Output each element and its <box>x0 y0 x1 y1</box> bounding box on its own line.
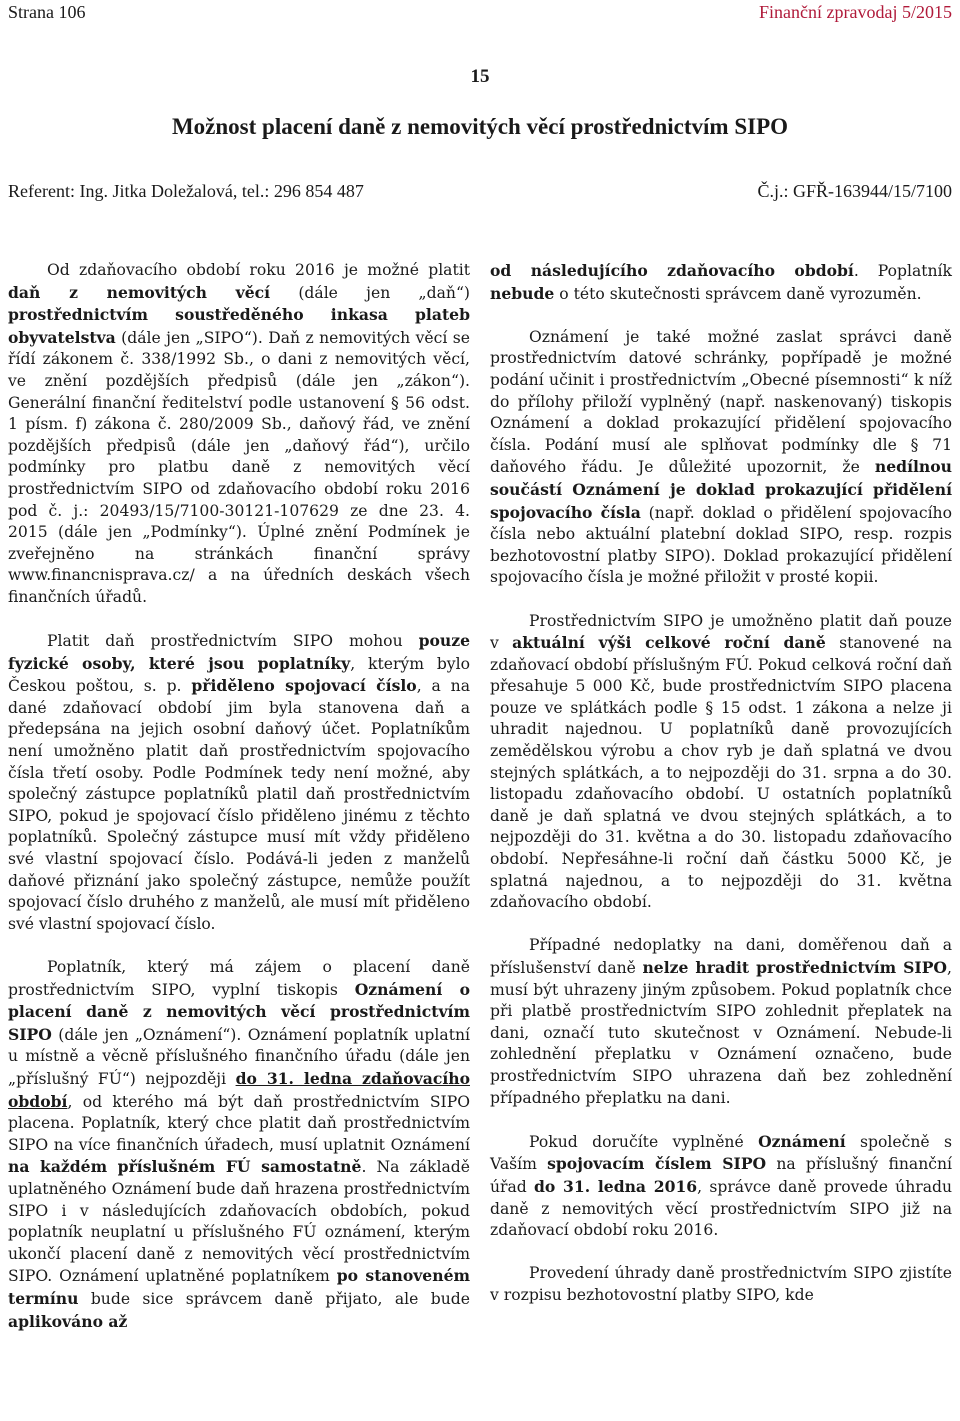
paragraph: Provedení úhrady daně prostřednictvím SIPO zjistíte v rozpisu bezhotovostní platby SIPO, kde <box>490 1264 952 1304</box>
reference-number: Č.j.: GFŘ-163944/15/7100 <box>757 181 952 201</box>
right-column <box>490 260 952 1328</box>
paragraph: Případné nedoplatky na dani, doměřenou daň a příslušenství daně nelze hradit prostřednictvím SIPO, musí být uhrazeny jiným způsobem. Pokud poplatník chce při platbě prostřednictvím SIPO zohlednit přeplatek na dani, označí tuto skutečnost v Oznámení. Nebude-li zohlednění přeplatku v Oznámení označeno, bude prostřednictvím SIPO uhrazena daň bez zohlednění případného přeplatku na dani. <box>490 936 952 1107</box>
journal-title: Finanční zpravodaj 5/2015 <box>759 2 952 22</box>
referent: Referent: Ing. Jitka Doležalová, tel.: 296 854 487 <box>8 181 364 201</box>
page-number: Strana 106 <box>8 2 86 22</box>
paragraph: od následujícího zdaňovacího období. Poplatník nebude o této skutečnosti správcem daně vyrozuměn. <box>490 261 952 303</box>
paragraph: Pokud doručíte vyplněné Oznámení společně s Vaším spojovacím číslem SIPO na příslušný finanční úřad do 31. ledna 2016, správce daně provede úhradu daně z nemovitých věcí prostřednictvím SIPO již na zdaňovací období roku 2016. <box>490 1131 953 1240</box>
reference-line <box>8 181 952 205</box>
article-title: Možnost placení daně z nemovitých věcí prostřednictvím SIPO <box>171 114 789 139</box>
paragraph: Prostřednictvím SIPO je umožněno platit daň pouze v aktuální výši celkové roční daně stanovené na zdaňovací období příslušným FÚ. Pokud celková roční daň přesahuje 5 000 Kč, bude prostřednictvím SIPO placena pouze ve splátkách podle § 15 odst. 1 zákona a nelze ji uhradit najednou. U poplatníků daně provozujících zemědělskou výrobu a chov ryb je daň splatná ve dvou stejných splátkách, a to nejpozději do 31. srpna a do 30. listopadu zdaňovacího období. U ostatních poplatníků daně je daň splatná ve dvou stejných splátkách, a to nejpozději do 31. května a do 30. listopadu zdaňovacího období. Nepřesáhne-li roční daň částku 5000 Kč, je splatná najednou, a to nejpozději do 31. května zdaňovacího období. <box>490 611 952 912</box>
paragraph: Platit daň prostřednictvím SIPO mohou pouze fyzické osoby, které jsou poplatníky, kterým bylo Českou poštou, s. p. přiděleno spojovací číslo, a na dané zdaňovací období jim byla stanovena daň a předepsána na jejich osobní daňový účet. Poplatníkům není umožněno platit daň prostřednictvím spojovacího čísla třetí osoby. Podle Podmínek tedy není možné, aby společný zástupce poplatníků platil daň prostřednictvím SIPO, pokud je spojovací číslo přiděleno jinému z těchto poplatníků. Společný zástupce musí mít vždy přiděleno své vlastní spojovací číslo. Podává-li jeden z manželů daňové přiznání jako společný zástupce, nemůže použít spojovací číslo druhého z manželů, ale musí mít přiděleno své vlastní spojovací číslo. <box>8 631 470 933</box>
paragraph: Oznámení je také možné zaslat správci daně prostřednictvím datové schránky, popřípadě je možné podání učinit i prostřednictvím „Obecné písemnosti“ k níž do přílohy přiloží vyplněný (např. naskenovaný) tiskopis Oznámení a doklad prokazující přidělení spojovacího čísla. Podání musí ale splňovat podmínky dle § 71 daňového řádu. Je důležité upozornit, že nedílnou součástí Oznámení je doklad prokazující přidělení spojovacího čísla (např. doklad o přidělení spojovacího čísla nebo aktuální platební doklad SIPO, resp. rozpis bezhotovostní platby SIPO). Doklad prokazující přidělení spojovacího čísla je možné přiložit v prosté kopii. <box>490 327 952 587</box>
page-header <box>8 2 952 24</box>
article-number: 15 <box>470 66 490 87</box>
left-column <box>8 260 470 1355</box>
paragraph: Od zdaňovacího období roku 2016 je možné platit daň z nemovitých věcí (dále jen „daň“) prostřednictvím soustředěného inkasa plateb obyvatelstva (dále jen „SIPO“). Daň z nemovitých věcí se řídí zákonem č. 338/1992 Sb., o dani z nemovitých věcí, ve znění pozdějších předpisů (dále jen „zákon“). Generální finanční ředitelství podle ustanovení § 56 odst. 1 písm. f) zákona č. 280/2009 Sb., daňový řád, ve znění pozdějších předpisů (dále jen „daňový řád“), určilo podmínky pro platbu daně z nemovitých věcí prostřednictvím SIPO od zdaňovacího období roku 2016 pod č. j.: 20493/15/7100-30121-107629 ze dne 23. 4. 2015 (dále jen „Podmínky“). Úplné znění Podmínek je zveřejněno na stránkách finanční správy www.financnisprava.cz/ a na úředních deskách všech finančních úřadů. <box>8 261 470 606</box>
paragraph: Poplatník, který má zájem o placení daně prostřednictvím SIPO, vyplní tiskopis Oznámení o placení daně z nemovitých věcí prostřednictvím SIPO (dále jen „Oznámení“). Oznámení poplatník uplatní u místně a věcně příslušného finančního úřadu (dále jen „příslušný FÚ“) nejpozději do 31. ledna zdaňovacího období, od kterého má být daň prostřednictvím SIPO placena. Poplatník, který chce platit daň prostřednictvím SIPO na více finančních úřadech, musí uplatnit Oznámení na každém příslušném FÚ samostatně. Na základě uplatněného Oznámení bude daň hrazena prostřednictvím SIPO i v následujících zdaňovacích obdobích, pokud poplatník neuplatní u příslušného FÚ oznámení, kterým ukončí placení daně z nemovitých věcí prostřednictvím SIPO. Oznámení uplatněné poplatníkem po stanoveném termínu bude sice správcem daně přijato, ale bude aplikováno až <box>8 958 470 1331</box>
